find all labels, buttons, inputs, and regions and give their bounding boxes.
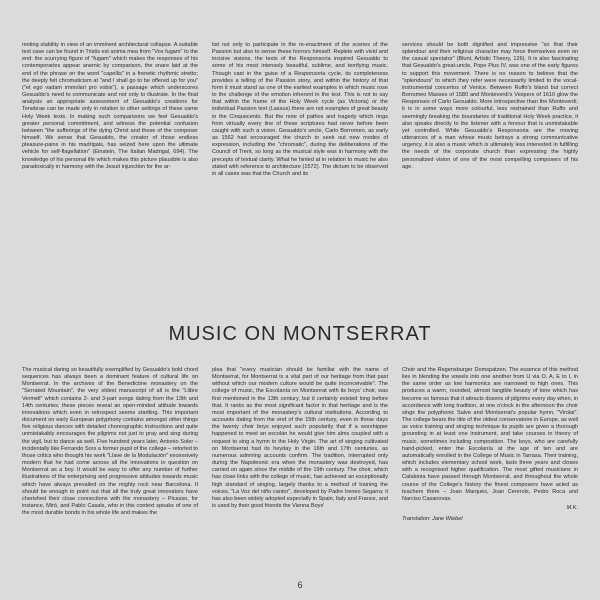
paragraph: services should be both dignified and impressive "so that their splendour and their religious character may force themselves even on the casual spectator" (Blunt, Artistic Theory, 126). It is also fascinating that Gesualdo's great-uncle, Pope Pius IV, was one of the early figures to support this movement. There is no reason to believe that the "splendours" to which they refer were necessarily limited to the vocal-instrumental concertos of Venice. Between Ruffo's bland but correct Borromeo Masses of 1580 and Monteverdi's Vespers of 1610 glow the Responses of Carlo Gesualdo. More introspective than the Monteverdi, it is in some ways more colourful, less restrained than Ruffo and seemingly breaking the boundaries of traditional Holy Week practice, it also speaks directly to the listener with a fervour that is unmistakable yet controlled. While Gesualdo's Responsoria are the moving utterances of a man whose music betrays a strong communicative urgency, it is also a music which is ultimately less interested in fulfilling the needs of the corporate church than expressing the highly personalized vision of one of the most compelling composers of his age.: [402, 42, 578, 170]
bottom-column-2: [212, 367, 388, 567]
paragraph: plea that "every musician should be familiar with the name of Montserrat, for Montserrat is a vital part of our heritage from that past without which our modern culture would be quite inconceivable". The college of music, the Escolanía on Montserrat with its boys' choir, was first mentioned in the 13th century, but it certainly existed long before that. It ranks as the most significant factor in that heritage and is the most important of the monastery's cultural institutions. According to accounts dating from the end of the 15th century, even in those days the twenty choir boys enjoyed such popularity that if a worshipper happened to meet an escolán he would give him alms coupled with a request to sing a hymn to the Holy Virgin. The art of singing cultivated on Montserrat had its heyday in the 16th and 17th centuries, as numerous admiring accounts confirm. The tradition, interrupted only during the Napoleonic era when the monastery was destroyed, has carried on again since the middle of the 19th century. The choir, which has close links with the college of music, has achieved an exceptionally high standard of singing, largely thanks to a method of training the voices, "La Voz del niño cantor", developed by Padre Ireneo Segarra; it has also been widely adopted especially in Spain, Italy and France, and is used by their good friends the Vienna Boys': [212, 367, 388, 509]
translation-credit-text: Translation: Jane Wiebel: [402, 516, 463, 523]
section-heading: MUSIC ON MONTSERRAT: [168, 323, 432, 345]
page-number: 6: [297, 580, 303, 590]
top-column-1: [22, 42, 198, 300]
bottom-column-3: [402, 367, 578, 567]
paragraph: Choir and the Regensburger Domspatzen. The essence of this method lies in blending the vowels into one another from U via O, A, E to I, in the same order as low harmonics are narrowed to high ones. This produces a warm, rounded, almost tangible beauty of tone which has become so famous that it attracts dozens of pilgrims every day when, in accordance with long tradition, at one o'clock in the afternoon the choir sings the polyphonic Salve and Montserrat's popular hymn, "Virolai". The college bears the title of the oldest conservatoire in Europe, as well as voice training and singing technique its pupils are given a thorough grounding in at least one instrument, and take courses in theory of music, sometimes including composition. The boys, who are carefully hand-picked, enter the Escolanía at the age of ten and are automatically enrolled in the College of Music in Tarrasa. Their training, which includes elementary school work, lasts three years and closes with a recognised higher qualification. The most gifted musicians in Catalonia have passed through Montserrat, and throughout the whole course of the College's history the finest composers have acted as teachers there – Joan Marquès, Joan Cererols, Pedro Roca and Narciso Casanovas.: [402, 367, 578, 502]
top-column-3: [402, 42, 578, 300]
paragraph: tist not only to participate in the re-enactment of the scenes of the Passion but also to sense these horrors himself. Replete with vivid and incisive visions, the texts of the Responsoria inspired Gesualdo to some of his most intensely beautiful, sublime, and terrifying music. Though cast in the guise of a Responsoria cycle, its completeness provides a telling of the Passion story, and within the history of that form it must stand as one of the earliest examples in which music rose to the challenge of the emotion inherent in the text. This is not to say that within the frame of the Holy Week cycle (as Victoria) or the individual Passion text (Lassus) there are not examples of great beauty in the Cinquecento. But the note of pathos and tragedy which rings from virtually every line of these scriptures had never before been caught with such a vision. Gesualdo's uncle, Carlo Borromeo, as early as 1562 had encouraged the church to seek out new modes of expression, including the "chromatic", during the deliberations of the Council of Trent, so long as the musical style was in harmony with the precepts of textual clarity. What he hinted at in relation to music he also stated with reference to architecture (1572). The dictum to be observed in all cases was that the Church and its: [212, 42, 388, 177]
paragraph: The musical daring so beautifully exemplified by Gesualdo's bold chord sequences has always been a dominant feature of cultural life on Montserrat. In the archives of the Benedictine monastery on the "Serrated Mountain", the very oldest manuscript of all is the "Llibre Vermell" which contains 2- and 3-part songs dating from the 13th and 14th centuries; these pieces reveal an open-minded attitude towards innovations which even in retrospect seems startling. This important document on early European polyphony contains amongst other things five religious dances with detailed choreographic instructions and quite unmistakably encourages the pilgrims not just to pray and sing during the vigil, but to dance as well. Five hundred years later, Antonio Soler – incidentally like Ferrando Sors a former pupil of the college – retorted to those critics who thought his work "Llave de la Modulación" excessively modern that he had come across all the innovations in question on Montserrat as a boy. It would be easy to offer any number of further illustrations of the enterprising and progressive attitudes towards music which have always prevailed on the mighty rock near Barcelona. It should be enough to point out that all the truly great innovators have cherished their close connections with the monastery – Picasso, for instance, Miró, and Pablo Casals, who in this context speaks of one of the most durable bonds in his whole life and makes the: [22, 367, 198, 517]
top-column-2: [212, 42, 388, 300]
top-text-columns: [22, 42, 578, 300]
bottom-text-columns: [22, 367, 578, 567]
author-initials: M.K.: [566, 504, 578, 511]
bottom-column-1: [22, 367, 198, 567]
translation-credit: [402, 516, 578, 523]
paragraph: moting stability in view of an imminent architectural collapse. A suitable test case can be found in Tristis est anima mea from "Vos fugam" to the end: the scurrying figure of "fugam" which makes the responses of his contemporaries appear anemic by comparison, the snare laid at the end of the phrase on the word "capellis" in a frenetic rhythmic stretto; the deeply felt chromaticism at "and I shall go to be offered up for you" ("et ego vadam immolari pro vobis"), a passage which underscores Gesualdo's need to communicate and not only to illustrate. In the final analysis an appropriate assessment of Gesualdo's creations for Tenebrae can be made only in relation to other settings of these same Holy Week texts. In making such comparisons we feel Gesualdo's greater personal commitment, and witness the potential confusion between "the sufferings of the dying Christ and those of the composer himself. We sense that Gesualdo, the creator of those endless pleasure-pains in his madrigals, has seized here upon the ultimate vehicle for self-flagellation" (Einstein, The Italian Madrigal, 694). The knowledge of his personal life which makes this picture plausible is also paradoxically in harmony with the Jesuit injunction for the ar-: [22, 42, 198, 170]
